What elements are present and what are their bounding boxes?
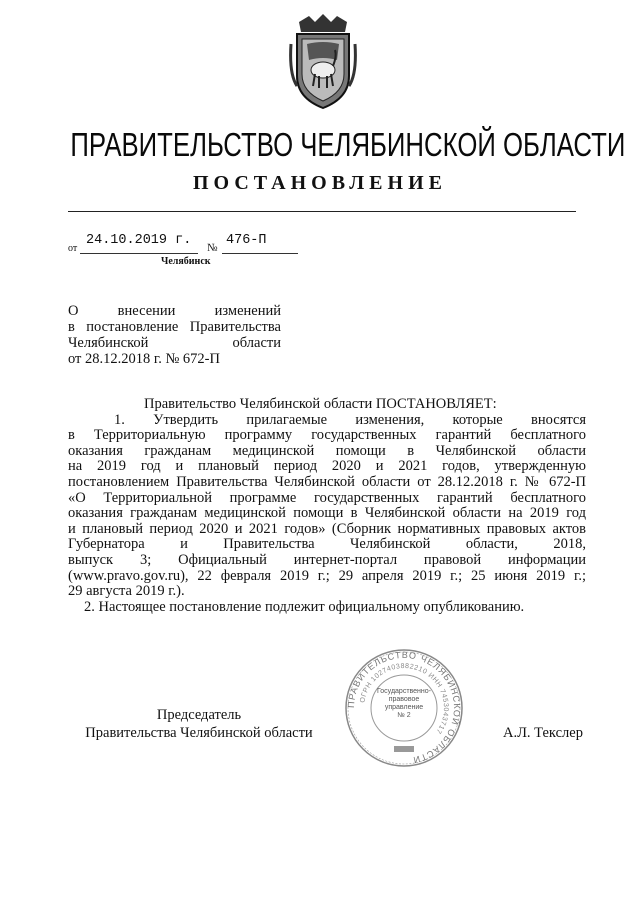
number-underline [222,253,298,254]
subject-line: в постановление Правительства [68,319,281,335]
body-line: оказания гражданам медицинской помощи в Челябинской области на 2019 год [68,505,586,522]
body-line: «О Территориальной программе государственных гарантий бесплатного [68,489,586,506]
seal-center-line: Государственно- [376,688,432,695]
document-date: 24.10.2019 г. [86,233,192,248]
seal-center-line: № 2 [397,712,411,719]
seal-center-text [374,688,434,720]
seal-center-line: правовое [388,696,420,703]
document-subject [68,304,281,368]
document-number: 476-П [226,233,267,248]
signatory-name: А.Л. Текслер [503,725,583,741]
body-line: (www.pravo.gov.ru), 22 февраля 2019 г.; 29 апреля 2019 г.; 25 июня 2019 г.; [68,567,586,584]
subject-line: Челябинской области [68,335,281,351]
body-line: постановлением Правительства Челябинской области от 28.12.2018 г. № 672-П [68,473,586,490]
seal-center-line: управление [384,704,424,711]
position-line: Председатель [156,707,242,723]
government-title: ПРАВИТЕЛЬСТВО ЧЕЛЯБИНСКОЙ ОБЛАСТИ [70,126,626,163]
number-label: № [207,242,218,254]
header-divider [68,211,576,212]
body-line: Губернатора и Правительства Челябинской области, 2018, [68,536,586,553]
city-label: Челябинск [161,256,211,267]
document-body [68,397,586,615]
date-from-label: от [68,243,78,254]
body-line: 1. Утвердить прилагаемые изменения, которые вносятся [114,411,586,428]
body-line: выпуск 3; Официальный интернет-портал правовой информации [68,551,586,568]
body-line: в Территориальную программу государственных гарантий бесплатного [68,427,586,444]
body-line: Правительство Челябинской области ПОСТАНОВЛЯЕТ: [144,396,497,412]
body-line: оказания гражданам медицинской помощи в Челябинской области [68,442,586,459]
document-type: ПОСТАНОВЛЕНИЕ [193,172,447,194]
body-line: на 2019 год и плановый период 2020 и 2021 годов, утвержденную [68,458,586,475]
signatory-position [80,707,318,742]
subject-line: от 28.12.2018 г. № 672-П [68,351,220,367]
coat-of-arms-icon [289,14,357,112]
subject-line: О внесении изменений [68,303,281,319]
position-line: Правительства Челябинской области [85,724,313,741]
body-line: 2. Настоящее постановление подлежит официальному опубликованию. [84,598,525,615]
body-line: 29 августа 2019 г.). [68,583,185,600]
date-underline [80,253,198,254]
seal-ring-numbers: ОГРН 1027403882210 ИНН 7453043717 [359,662,450,735]
body-line: и плановый период 2020 и 2021 годов» (Сборник нормативных правовых актов [68,520,586,537]
seal-ring-text: ПРАВИТЕЛЬСТВО ЧЕЛЯБИНСКОЙ ОБЛАСТИ [345,649,463,766]
